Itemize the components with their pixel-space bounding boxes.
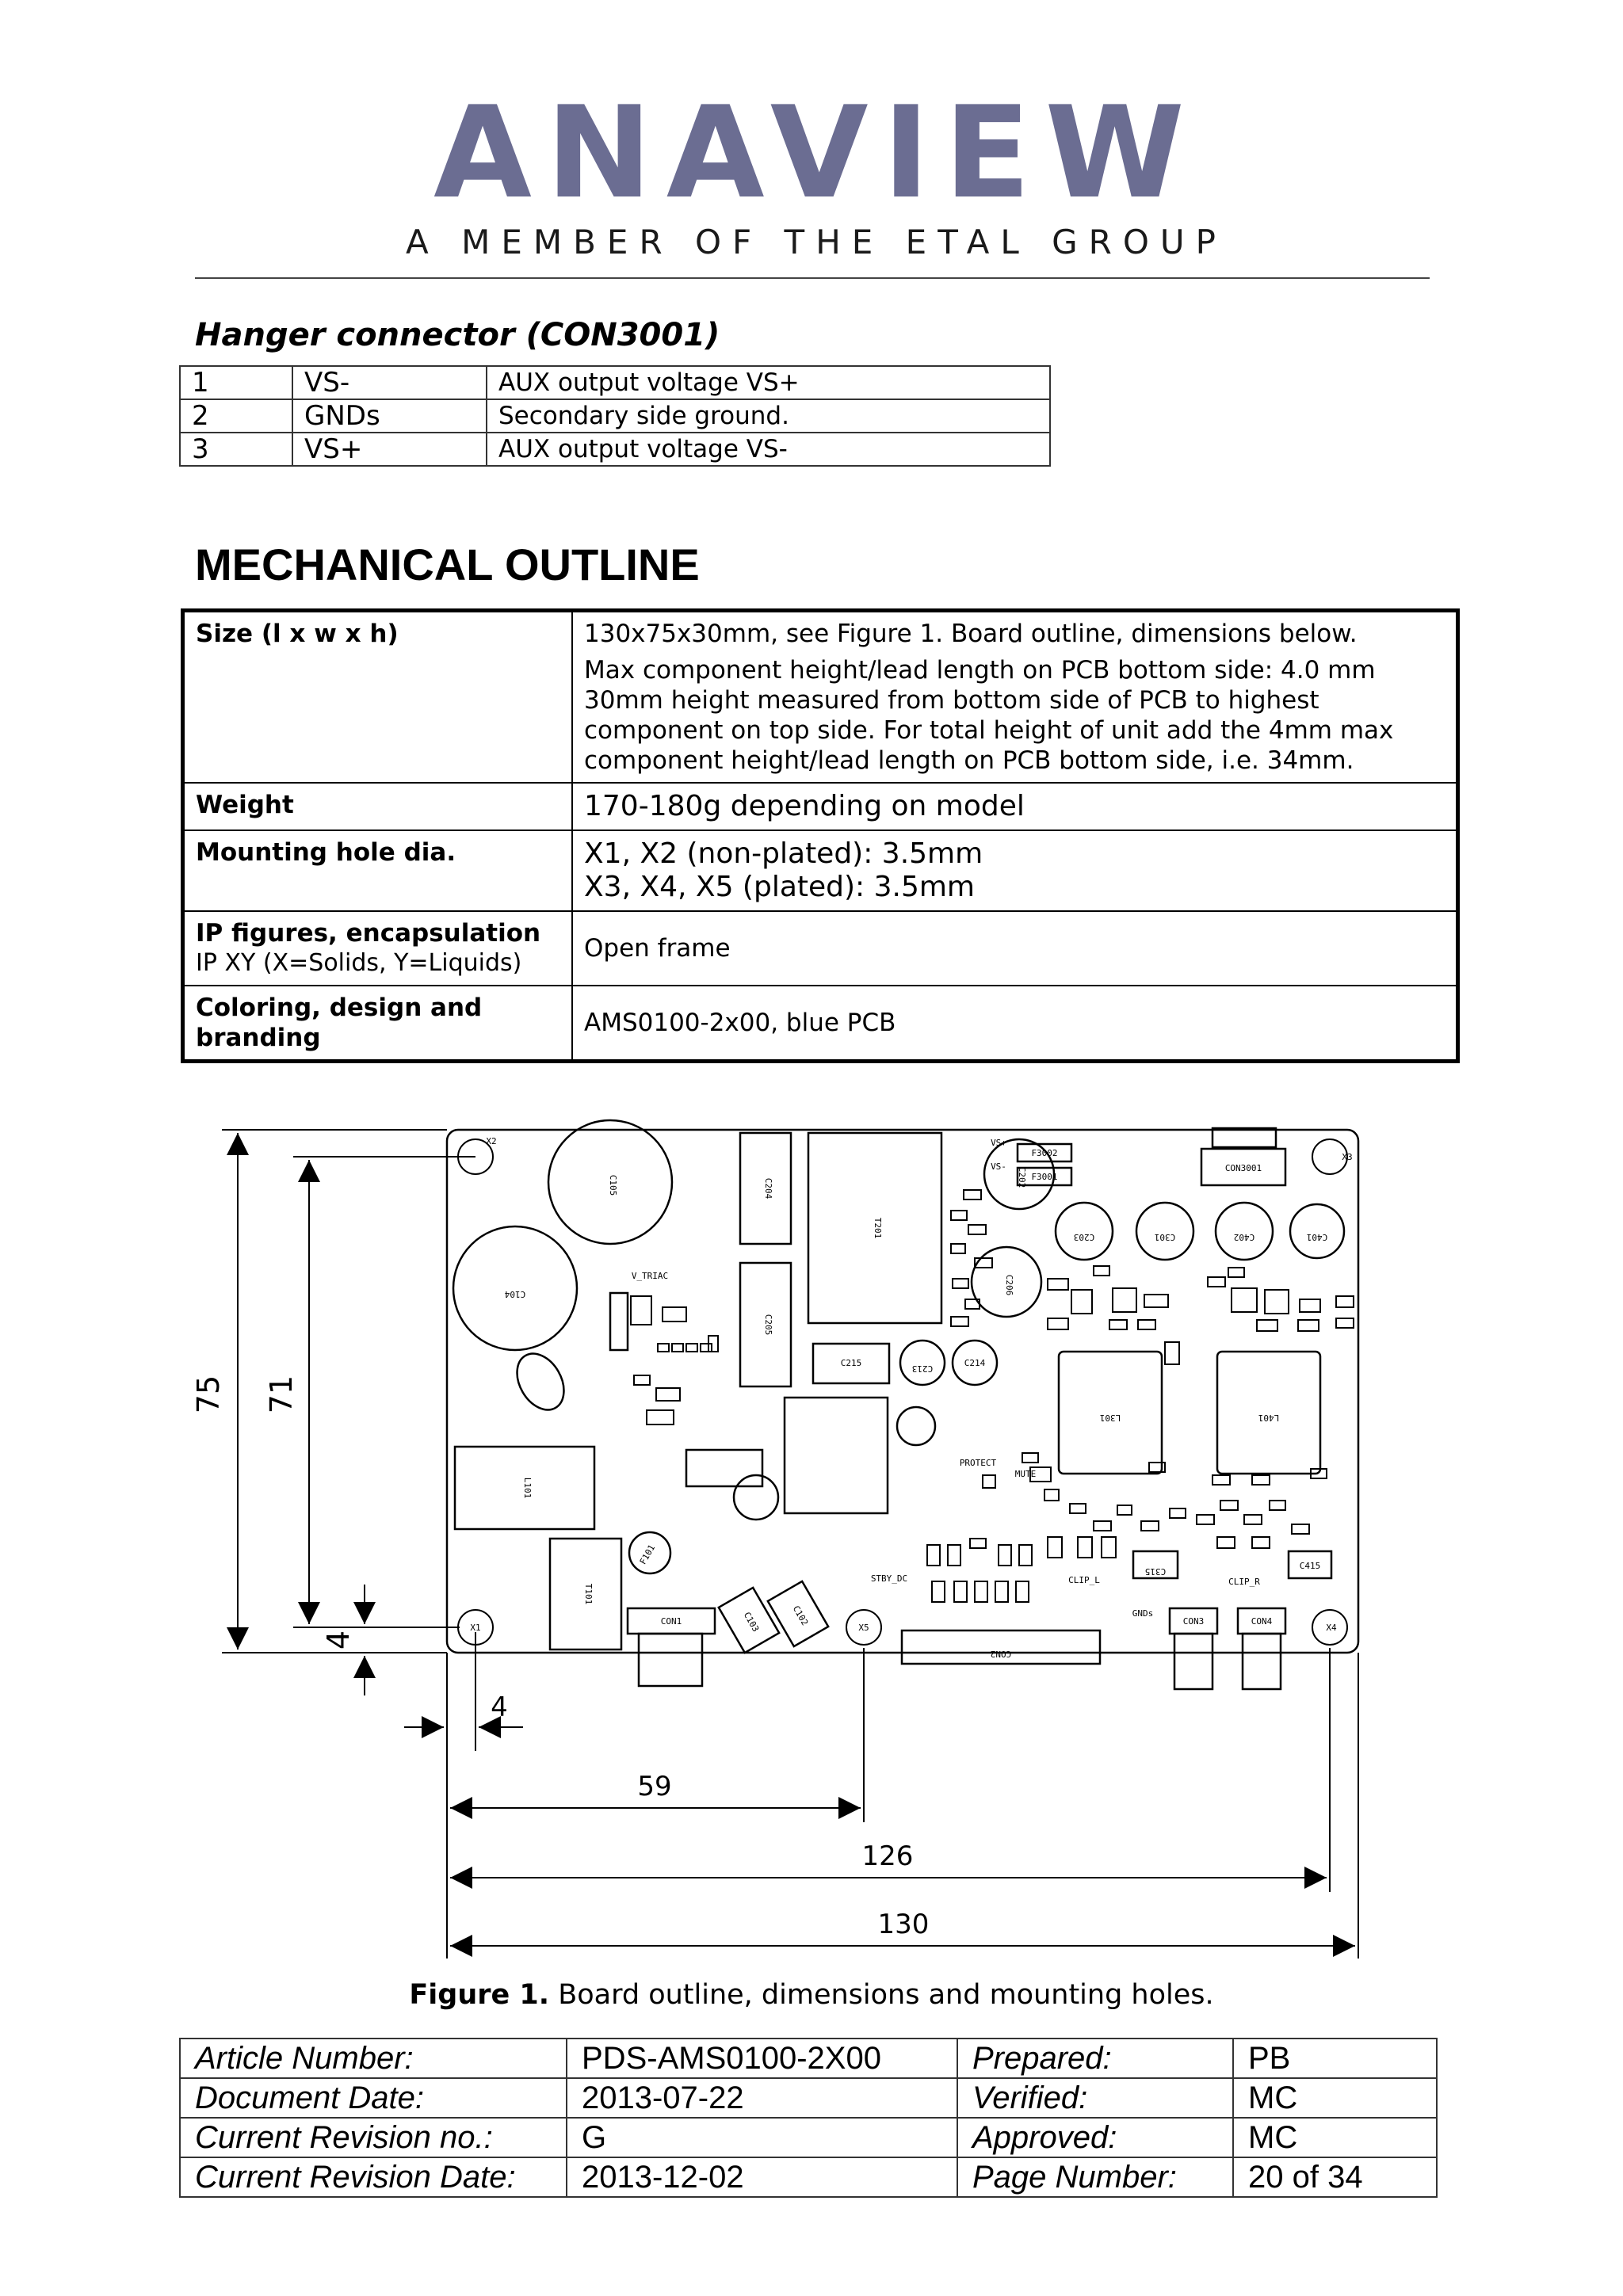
article-number-label: Article Number: <box>180 2039 567 2078</box>
article-number-value: PDS-AMS0100-2X00 <box>567 2039 957 2078</box>
mounting-hole-line: X1, X2 (non-plated): 3.5mm <box>584 837 983 870</box>
verified-label: Verified: <box>957 2078 1233 2118</box>
component-label: C205 <box>763 1314 773 1336</box>
component-label: GNDs <box>1132 1608 1154 1619</box>
pin-name: VS- <box>292 366 487 399</box>
component-label: C204 <box>763 1177 773 1199</box>
logo-tagline: A MEMBER OF THE ETAL GROUP <box>406 223 1227 261</box>
header-divider <box>195 277 1430 279</box>
component-label: V_TRIAC <box>631 1271 669 1281</box>
figure-caption-text: Board outline, dimensions and mounting holes. <box>549 1979 1214 2011</box>
size-value <box>572 611 1458 784</box>
table-row <box>180 399 1050 433</box>
hole-label: X4 <box>1326 1623 1337 1633</box>
ip-label <box>183 911 573 986</box>
hole-label: X1 <box>470 1623 481 1633</box>
board-outline-drawing <box>190 1109 1395 1965</box>
page-number-value: 20 of 34 <box>1233 2157 1437 2197</box>
dimension-label: 71 <box>264 1375 299 1414</box>
figure-caption-number: Figure 1. <box>409 1979 550 2011</box>
component-label: T101 <box>583 1583 594 1605</box>
table-row <box>183 911 1458 986</box>
component-label: T201 <box>873 1217 883 1239</box>
table-row <box>180 2078 1437 2118</box>
component-label: MUTE <box>1014 1469 1037 1479</box>
component-label: C105 <box>608 1174 618 1196</box>
coloring-value: AMS0100-2x00, blue PCB <box>572 986 1458 1062</box>
size-value-line: 130x75x30mm, see Figure 1. Board outline, dimensions below. <box>584 620 1358 648</box>
table-row <box>183 986 1458 1062</box>
size-label: Size (l x w x h) <box>183 611 573 784</box>
component-label: C102 <box>790 1604 811 1627</box>
pin-name: GNDs <box>292 399 487 433</box>
document-date-value: 2013-07-22 <box>567 2078 957 2118</box>
dimension-label: 126 <box>861 1840 914 1872</box>
prepared-label: Prepared: <box>957 2039 1233 2078</box>
verified-value: MC <box>1233 2078 1437 2118</box>
component-label: L101 <box>522 1477 533 1499</box>
component-label: PROTECT <box>959 1458 997 1468</box>
table-row <box>183 611 1458 784</box>
hanger-connector-title: Hanger connector (CON3001) <box>195 317 720 353</box>
inductor-l401 <box>1217 1352 1320 1474</box>
component-label: F101 <box>637 1543 658 1566</box>
component-label: C315 <box>1144 1566 1167 1577</box>
component-label: CON3001 <box>1224 1163 1262 1173</box>
document-footer-table <box>179 2038 1438 2198</box>
table-row <box>183 830 1458 911</box>
mounting-hole-value <box>572 830 1458 911</box>
page-number-label: Page Number: <box>957 2157 1233 2197</box>
document-date-label: Document Date: <box>180 2078 567 2118</box>
revision-number-value: G <box>567 2118 957 2157</box>
mounting-hole-line: X3, X4, X5 (plated): 3.5mm <box>584 871 975 903</box>
component-label: CLIP_L <box>1068 1575 1100 1585</box>
component-label: C415 <box>1299 1561 1321 1571</box>
dimension-label: 4 <box>321 1630 356 1650</box>
hole-label: X5 <box>858 1623 869 1633</box>
revision-date-value: 2013-12-02 <box>567 2157 957 2197</box>
component-label: L401 <box>1258 1413 1280 1423</box>
hanger-connector-table <box>179 365 1051 467</box>
dimension-label: 130 <box>877 1909 930 1940</box>
table-row <box>180 2157 1437 2197</box>
table-row <box>180 366 1050 399</box>
weight-value: 170-180g depending on model <box>572 783 1458 830</box>
table-row <box>180 433 1050 466</box>
component-label: CON1 <box>660 1616 682 1627</box>
component-label: C203 <box>1073 1232 1095 1242</box>
dimension-label: 4 <box>491 1691 508 1723</box>
component-label: CLIP_R <box>1228 1577 1260 1587</box>
revision-date-label: Current Revision Date: <box>180 2157 567 2197</box>
weight-label: Weight <box>183 783 573 830</box>
size-value-line: Max component height/lead length on PCB bottom side: 4.0 mm <box>584 656 1376 685</box>
component-label: CON4 <box>1251 1616 1273 1627</box>
component-label: F3002 <box>1031 1148 1058 1158</box>
pin-number: 3 <box>180 433 292 466</box>
pin-description: Secondary side ground. <box>487 399 1050 433</box>
pin-number: 1 <box>180 366 292 399</box>
ip-label-sub: IP XY (X=Solids, Y=Liquids) <box>196 949 522 977</box>
size-value-line: 30mm height measured from bottom side of PCB to highest component on top side. For total height of unit add the 4mm max component height/lead length on PCB bottom side, i.e. 34mm. <box>584 686 1394 775</box>
hole-label: X3 <box>1342 1152 1353 1162</box>
mounting-hole-label: Mounting hole dia. <box>183 830 573 911</box>
prepared-value: PB <box>1233 2039 1437 2078</box>
component-label: VS- <box>991 1161 1006 1172</box>
table-row <box>180 2118 1437 2157</box>
pin-number: 2 <box>180 399 292 433</box>
hole-label: X2 <box>486 1136 497 1146</box>
component-label: C104 <box>504 1289 526 1299</box>
component-label: C214 <box>964 1358 986 1368</box>
component-label: C202 <box>1017 1166 1027 1188</box>
component-label: C402 <box>1233 1232 1255 1242</box>
ip-label-title: IP figures, encapsulation <box>196 919 541 948</box>
component-label: C213 <box>911 1363 934 1374</box>
component-label: C103 <box>741 1610 762 1634</box>
component-label: L301 <box>1099 1413 1121 1423</box>
mechanical-spec-table <box>181 608 1460 1063</box>
coloring-label: Coloring, design and branding <box>183 986 573 1062</box>
component-label: C301 <box>1154 1232 1176 1242</box>
component-label: CON3 <box>1182 1616 1205 1627</box>
table-row <box>183 783 1458 830</box>
pin-description: AUX output voltage VS+ <box>487 366 1050 399</box>
pin-name: VS+ <box>292 433 487 466</box>
dimension-label: 59 <box>637 1771 672 1802</box>
component-label: C206 <box>1004 1274 1014 1296</box>
component-label: C215 <box>840 1358 862 1368</box>
capacitor-c104 <box>453 1226 577 1350</box>
approved-label: Approved: <box>957 2118 1233 2157</box>
inductor-l301 <box>1059 1352 1162 1474</box>
logo-text: ANAVIEW <box>433 95 1199 227</box>
component-label: CON2 <box>990 1649 1012 1659</box>
ip-value: Open frame <box>572 911 1458 986</box>
mechanical-outline-title: MECHANICAL OUTLINE <box>195 540 700 589</box>
component-label: STBY_DC <box>870 1573 908 1584</box>
component-label: C401 <box>1306 1232 1328 1242</box>
pin-description: AUX output voltage VS- <box>487 433 1050 466</box>
approved-value: MC <box>1233 2118 1437 2157</box>
component-label: F3001 <box>1031 1172 1058 1182</box>
table-row <box>180 2039 1437 2078</box>
dimension-label: 75 <box>191 1375 226 1414</box>
component-label: VS+ <box>991 1138 1006 1148</box>
figure-caption <box>0 1979 1623 2011</box>
smd-components <box>631 1190 1354 1602</box>
company-logo <box>396 95 1236 269</box>
revision-number-label: Current Revision no.: <box>180 2118 567 2157</box>
